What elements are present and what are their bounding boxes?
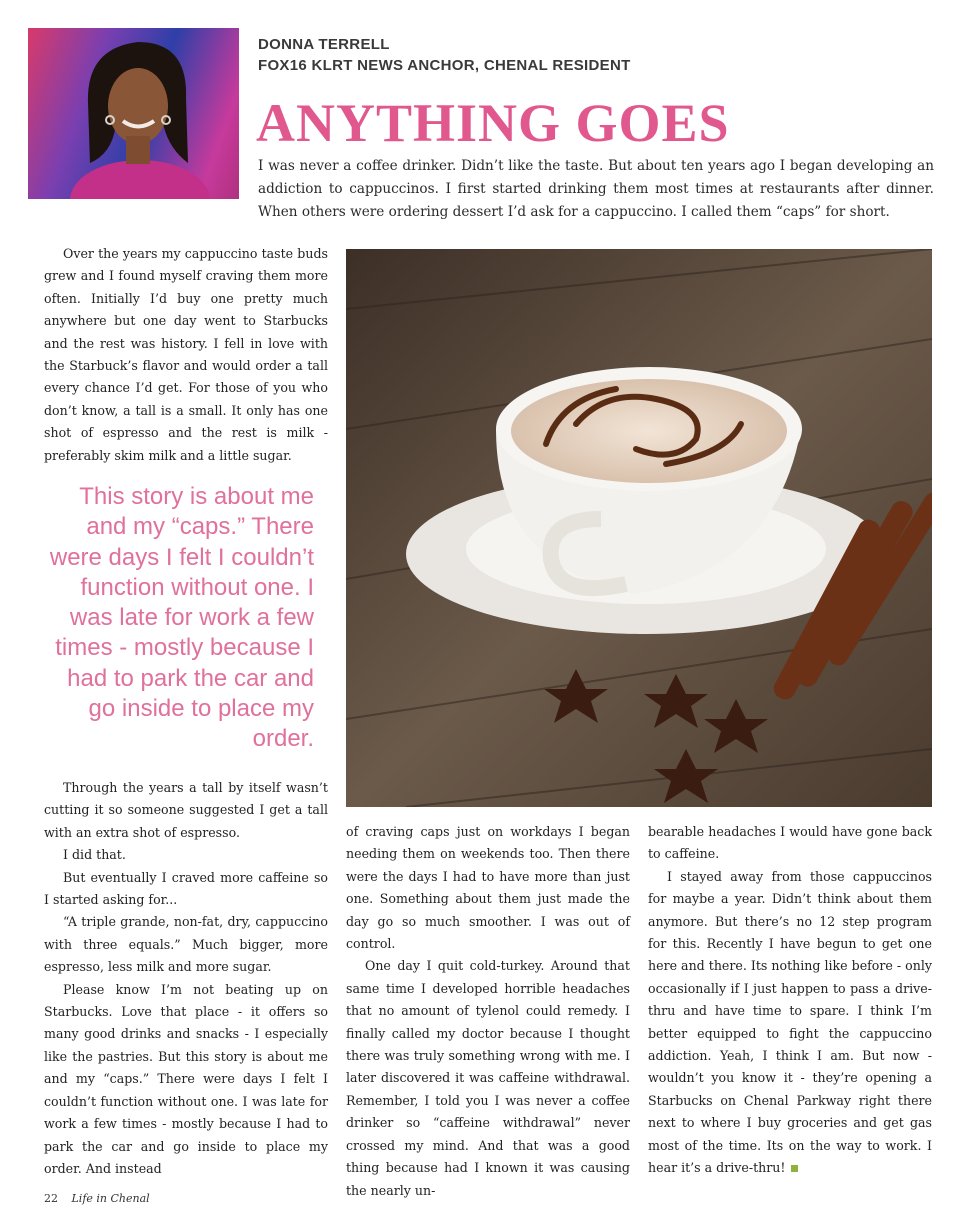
body-paragraph: “A triple grande, non-fat, dry, cappuccino with three equals.” Much bigger, more espresso, less milk and more sugar. — [44, 914, 328, 975]
body-paragraph: Please know I’m not beating up on Starbucks. Love that place - it offers so many good drinks and snacks - I especially like the pastries. But this story is about me and my “caps.” There were days I felt I couldn’t function without one. I was late for work a few times - mostly because I had to park the car and go inside to place my order. And instead — [44, 981, 328, 1176]
pull-quote: This story is about me and my “caps.” There were days I felt I couldn’t function without one. I was late for work a few times - mostly because I had to park the car and go inside to place my order. — [49, 483, 314, 753]
cappuccino-photo — [346, 249, 932, 807]
body-paragraph: Over the years my cappuccino taste buds grew and I found myself craving them more often. Initially I’d buy one pretty much anywhere but one day went to Starbucks and the rest was history. I fell in love with the Starbuck’s flavor and would order a tall every chance I’d get. For those of you who don’t know, a tall is a small. It only has one shot of espresso and the rest is milk - preferably skim milk and a little sugar. — [44, 246, 328, 463]
intro-paragraph: I was never a coffee drinker. Didn’t like the taste. But about ten years ago I began developing an addiction to cappuccinos. I first started drinking them most times at restaurants after dinner. When others were ordering dessert I’d ask for a cappuccino. I called them “caps” for short. — [258, 158, 934, 220]
column-left-bottom — [44, 777, 328, 1180]
final-paragraph-text: I stayed away from those cappuccinos for maybe a year. Didn’t think about them anymore. But there’s no 12 step program for this. Recently I have begun to get one here and there. Its nothing like before - only occasionally if I just happen to pass a drive-thru and have time to spare. I think I’m better equipped to fight the cappuccino addiction. Yeah, I think I am. But now - wouldn’t you know it - they’re opening a Starbucks on Chenal Parkway right there next to where I buy groceries and get gas most of the time. Its on the way to work. I hear it’s a drive-thru! — [648, 868, 932, 1176]
author-title: FOX16 KLRT NEWS ANCHOR, CHENAL RESIDENT — [258, 57, 631, 74]
end-mark-icon — [791, 1165, 798, 1172]
body-paragraph: Through the years a tall by itself wasn’t cutting it so someone suggested I get a tall with an extra shot of espresso. — [44, 780, 328, 840]
body-paragraph: But eventually I craved more caffeine so I started asking for... — [44, 869, 328, 908]
column-left-top — [44, 243, 328, 467]
headline: ANYTHING GOES — [256, 93, 730, 153]
byline — [258, 34, 631, 76]
column-middle — [346, 821, 630, 1202]
author-photo — [28, 28, 239, 199]
author-name: DONNA TERRELL — [258, 36, 390, 53]
column-right — [648, 821, 932, 1180]
body-paragraph — [648, 866, 932, 1180]
publication-name: Life in Chenal — [71, 1192, 150, 1205]
body-paragraph: of craving caps just on workdays I began needing them on weekends too. Then there were the days I had to have more than just one. Something about them just made the day go so much smoother. I was out of control. — [346, 824, 630, 952]
body-paragraph: bearable headaches I would have gone back to caffeine. — [648, 824, 932, 862]
page-number: 22 — [44, 1192, 58, 1205]
body-paragraph: One day I quit cold-turkey. Around that same time I developed horrible headaches that no amount of tylenol could remedy. I finally called my doctor because I thought there was truly something wrong with me. I later discovered it was caffeine withdrawal. Remember, I told you I was never a coffee drinker so “caffeine withdrawal” never crossed my mind. And that was a good thing because had I known it was causing the nearly un- — [346, 958, 630, 1198]
body-paragraph: I did that. — [63, 847, 126, 863]
page-footer — [44, 1192, 150, 1205]
